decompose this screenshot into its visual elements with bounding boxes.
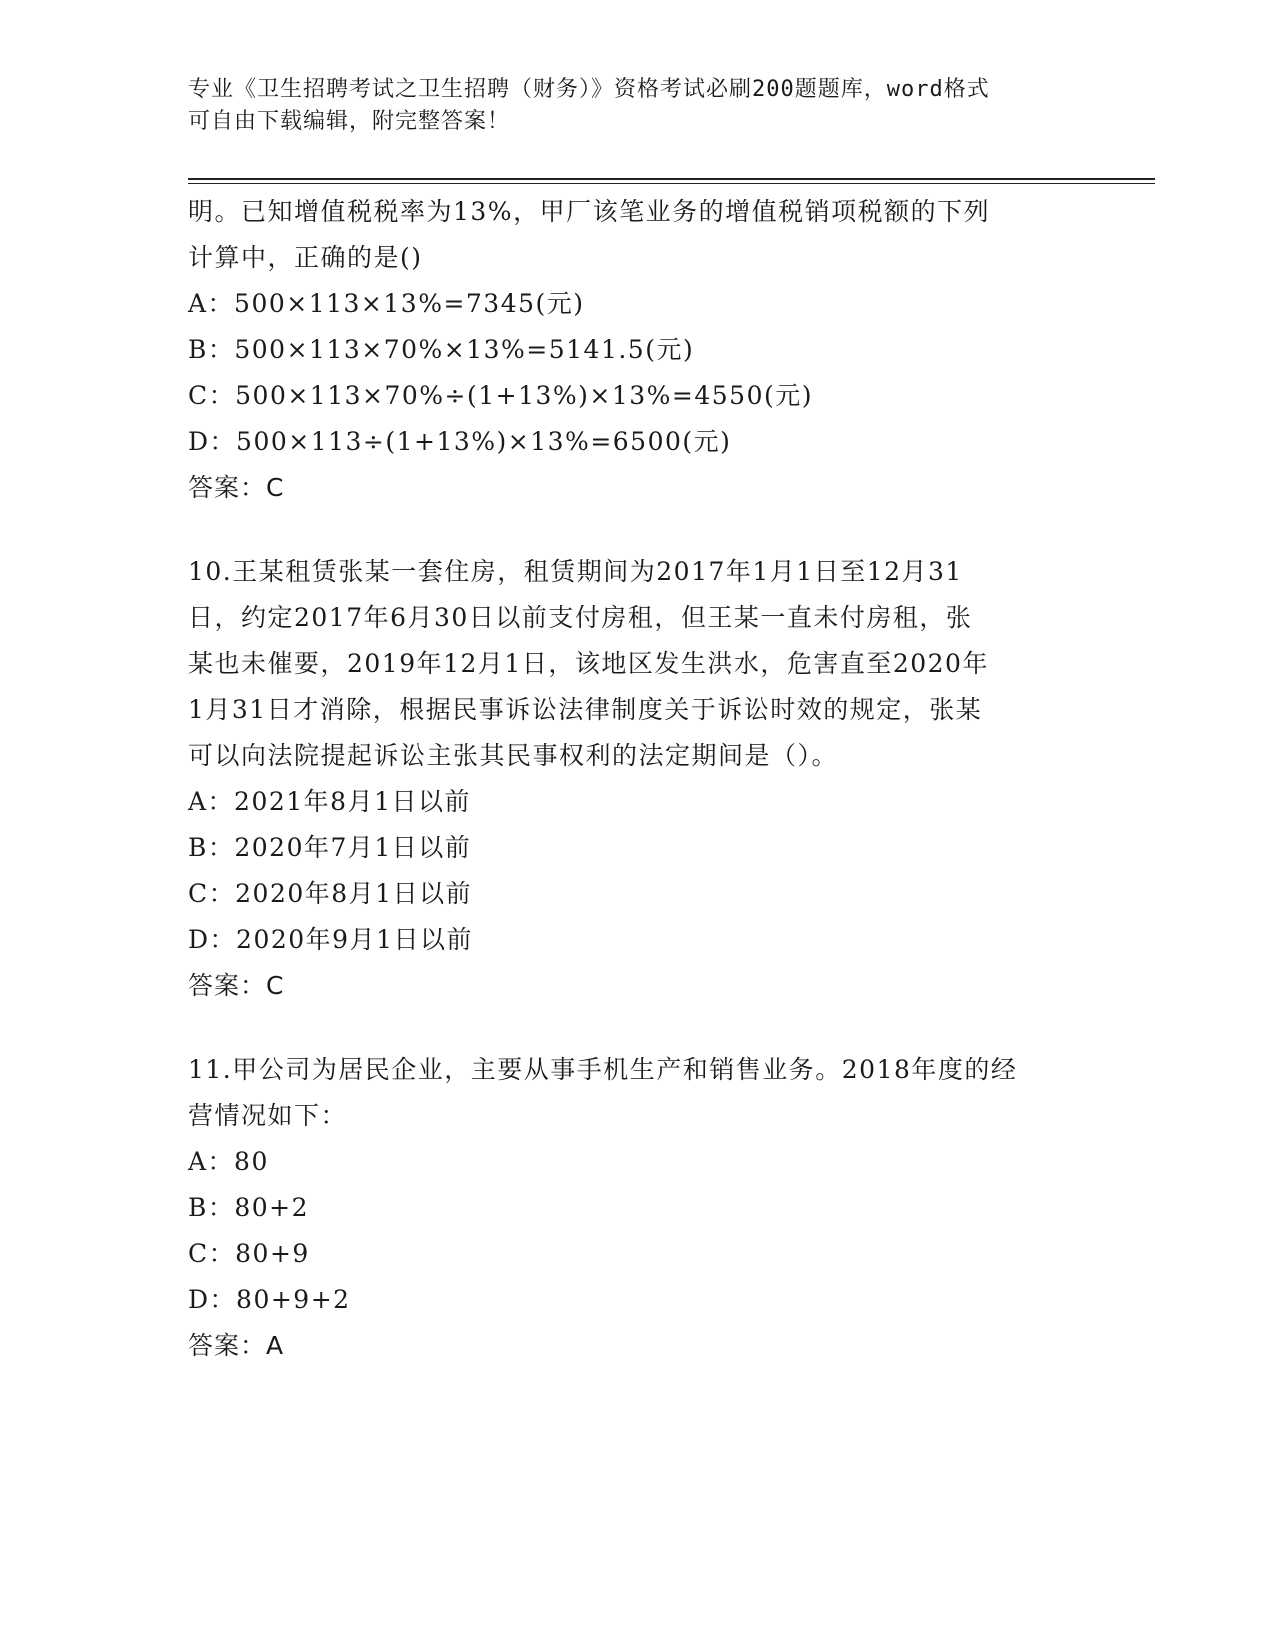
questions-body — [188, 189, 1088, 1369]
question-gap — [188, 1009, 1088, 1047]
question-stem-line: 某也未催要，2019年12月1日，该地区发生洪水，危害直至2020年 — [188, 649, 989, 678]
answer-line: 答案：A — [188, 1331, 285, 1360]
question-9 — [188, 189, 1088, 511]
option-c: C：80+9 — [188, 1239, 310, 1268]
question-stem-line: 10.王某租赁张某一套住房，租赁期间为2017年1月1日至12月31 — [188, 557, 963, 586]
option-d: D：80+9+2 — [188, 1285, 351, 1314]
option-a: A：500×113×13%=7345(元) — [188, 289, 585, 318]
option-a: A：2021年8月1日以前 — [188, 787, 471, 816]
answer-line: 答案：C — [188, 971, 285, 1000]
question-11 — [188, 1047, 1088, 1369]
question-stem-line: 计算中，正确的是() — [188, 243, 423, 272]
option-d: D：500×113÷(1+13%)×13%=6500(元) — [188, 427, 732, 456]
option-b: B：500×113×70%×13%=5141.5(元) — [188, 335, 695, 364]
option-a: A：80 — [188, 1147, 269, 1176]
question-10 — [188, 549, 1088, 1009]
option-b: B：80+2 — [188, 1193, 310, 1222]
question-gap — [188, 511, 1088, 549]
option-d: D：2020年9月1日以前 — [188, 925, 473, 954]
question-stem-line: 可以向法院提起诉讼主张其民事权利的法定期间是（）。 — [188, 741, 839, 770]
header-divider-thick — [188, 178, 1155, 180]
option-b: B：2020年7月1日以前 — [188, 833, 472, 862]
question-stem-line: 明。已知增值税税率为13%，甲厂该笔业务的增值税销项税额的下列 — [188, 197, 991, 226]
header-divider-thin — [188, 183, 1155, 184]
answer-line: 答案：C — [188, 473, 285, 502]
question-stem-line: 1月31日才消除，根据民事诉讼法律制度关于诉讼时效的规定，张某 — [188, 695, 983, 724]
question-stem-line: 11.甲公司为居民企业，主要从事手机生产和销售业务。2018年度的经 — [188, 1055, 1018, 1084]
document-header — [188, 74, 1088, 138]
header-line-1: 专业《卫生招聘考试之卫生招聘（财务）》资格考试必刷200题题库，word格式 — [188, 77, 990, 102]
header-line-2: 可自由下载编辑，附完整答案！ — [188, 109, 511, 134]
question-stem-line: 营情况如下： — [188, 1101, 348, 1130]
question-stem-line: 日，约定2017年6月30日以前支付房租，但王某一直未付房租，张 — [188, 603, 973, 632]
option-c: C：500×113×70%÷(1+13%)×13%=4550(元) — [188, 381, 813, 410]
option-c: C：2020年8月1日以前 — [188, 879, 473, 908]
